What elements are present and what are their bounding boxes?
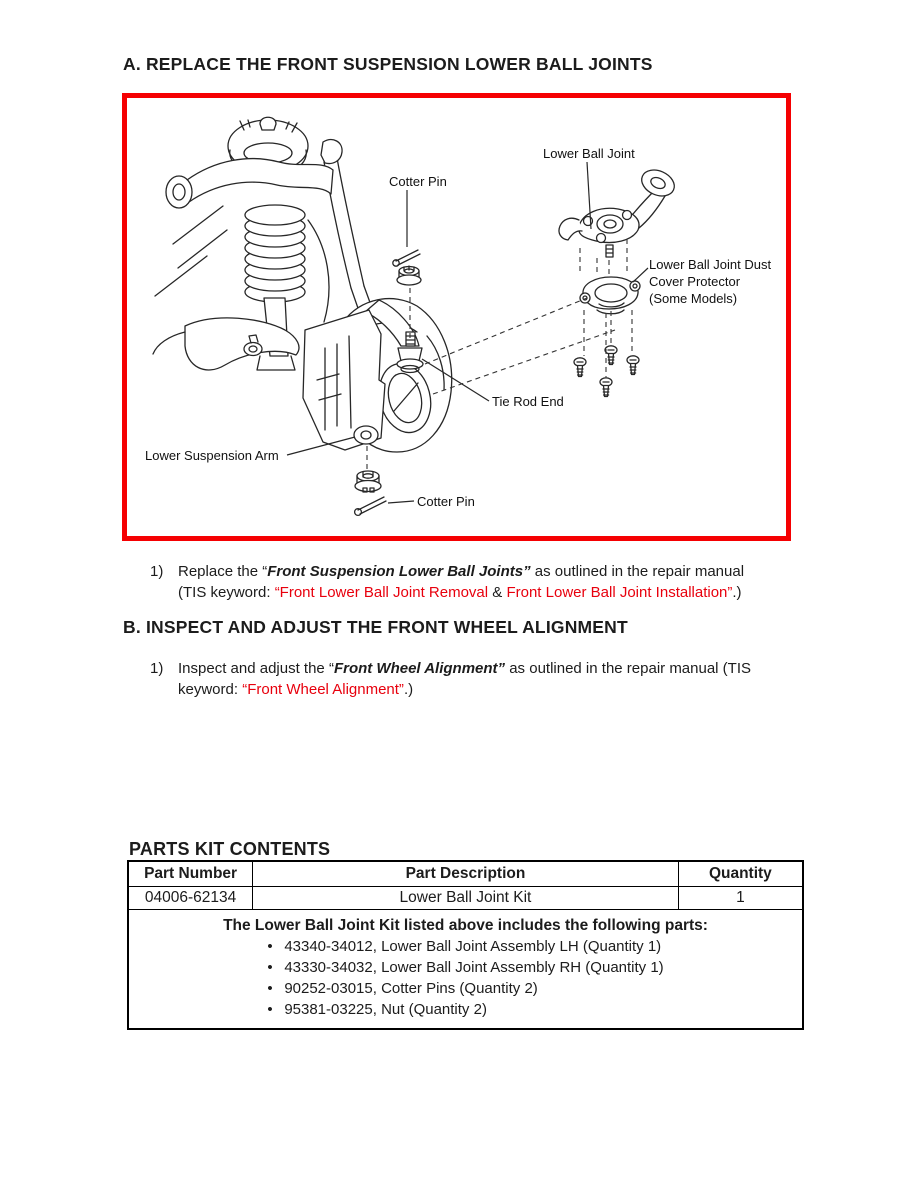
label-dust-cover-line1: Lower Ball Joint Dust [649,257,772,272]
label-cotter-pin-bottom: Cotter Pin [417,494,475,509]
step-number: 1) [150,563,164,580]
kit-part-line: 90252-03015, Cotter Pins (Quantity 2) [284,980,538,997]
parts-table-header-row [128,861,803,887]
bullet-icon: • [267,938,273,955]
cell-quantity: 1 [678,887,803,910]
label-tie-rod-end: Tie Rod End [492,394,564,409]
kit-part-line: 43330-34032, Lower Ball Joint Assembly RH (Quantity 1) [284,959,664,976]
column-header-part-number: Part Number [128,861,253,887]
section-b-heading: B. INSPECT AND ADJUST THE FRONT WHEEL ALIGNMENT [123,617,628,637]
kit-part-line: 95381-03225, Nut (Quantity 2) [284,1001,487,1018]
step-text: Replace the “Front Suspension Lower Ball Joints” as outlined in the repair manual (TIS keyword: “Front Lower Ball Joint Removal & Front Lower Ball Joint Installation”.) [178,563,745,601]
label-dust-cover-line2: Cover Protector [649,274,741,289]
cell-part-number: 04006-62134 [128,887,253,910]
parts-table [127,860,804,1030]
label-dust-cover-line3: (Some Models) [649,291,738,306]
label-lower-suspension-arm: Lower Suspension Arm [145,448,279,463]
label-lower-ball-joint: Lower Ball Joint [543,146,635,161]
kit-note-title: The Lower Ball Joint Kit listed above includes the following parts: [223,917,708,934]
list-item [267,936,663,957]
label-dust-cover-protector [649,256,771,307]
bullet-icon: • [267,1001,273,1018]
column-header-part-description: Part Description [253,861,679,887]
bullet-icon: • [267,980,273,997]
list-item [267,957,663,978]
kit-contents-note [128,910,803,1030]
parts-kit-contents-title: PARTS KIT CONTENTS [129,839,331,859]
section-a-step-1 [150,561,798,603]
section-a-heading: A. REPLACE THE FRONT SUSPENSION LOWER BALL JOINTS [123,54,653,74]
table-note-row [128,910,803,1030]
suspension-diagram-figure [122,93,791,541]
list-item [267,978,663,999]
step-text: Inspect and adjust the “Front Wheel Alignment” as outlined in the repair manual (TIS keyword: “Front Wheel Alignment”.) [178,660,752,698]
step-number: 1) [150,660,164,677]
table-row [128,887,803,910]
label-cotter-pin-top: Cotter Pin [389,174,447,189]
suspension-diagram-art [127,98,786,536]
section-b-step-1 [150,658,798,700]
kit-part-line: 43340-34012, Lower Ball Joint Assembly LH (Quantity 1) [284,938,662,955]
bullet-icon: • [267,959,273,976]
kit-bullet-list [135,936,796,1020]
cell-part-description: Lower Ball Joint Kit [253,887,679,910]
column-header-quantity: Quantity [678,861,803,887]
list-item [267,999,663,1020]
